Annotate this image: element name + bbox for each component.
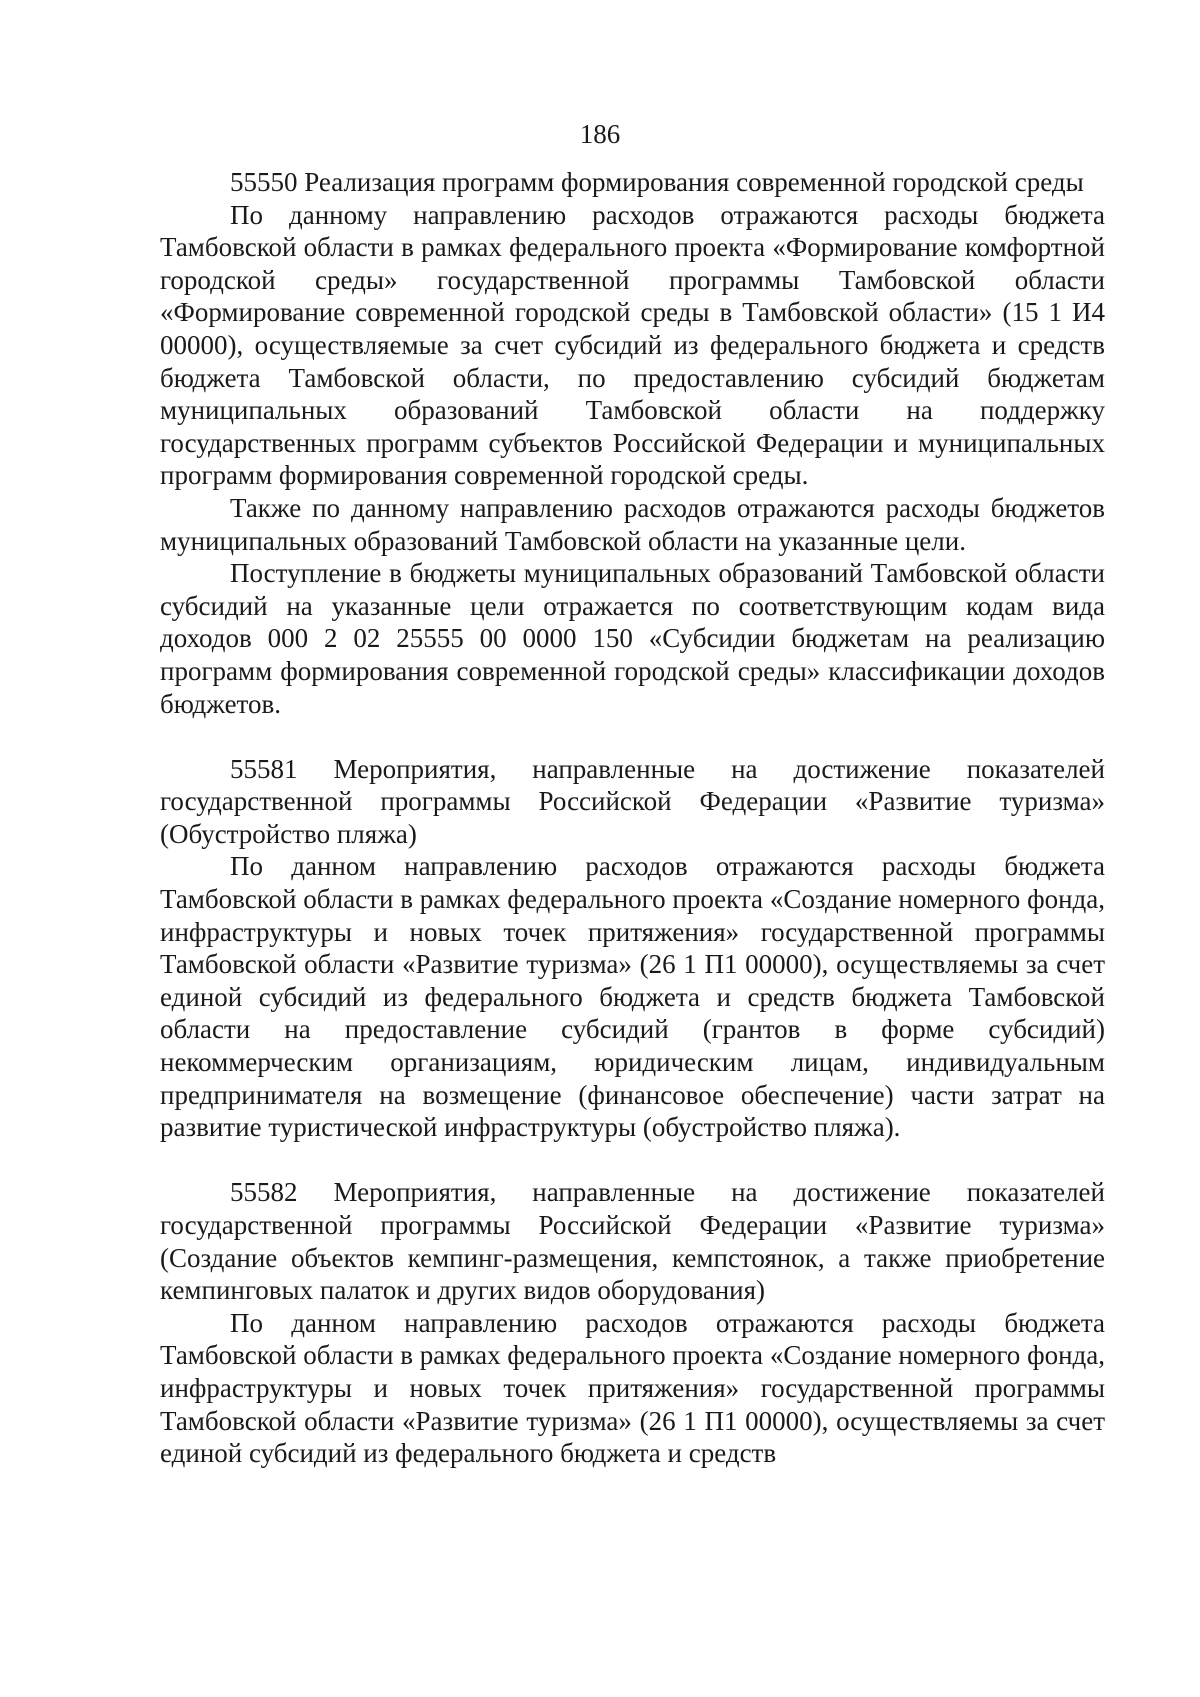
section-heading-55582: 55582 Мероприятия, направленные на достижение показателей государственной программы Российской Федерации «Развитие туризма» (Создание объектов кемпинг-размещения, кемпстоянок, а также приобретение кемпинговых палаток и других видов оборудования) (160, 1177, 1105, 1306)
paragraph: Также по данному направлению расходов отражаются расходы бюджетов муниципальных образований Тамбовской области на указанные цели. (160, 492, 1105, 556)
section-heading-55581: 55581 Мероприятия, направленные на достижение показателей государственной программы Российской Федерации «Развитие туризма» (Обустройство пляжа) (160, 753, 1105, 849)
paragraph: По данном направлению расходов отражаются расходы бюджета Тамбовской области в рамках федерального проекта «Создание номерного фонда, инфраструктуры и новых точек притяжения» государственной программы Тамбовской области «Развитие туризма» (26 1 П1 00000), осуществляемы за счет единой субсидий из федерального бюджета и средств (160, 1307, 1105, 1469)
section-heading-55550: 55550 Реализация программ формирования современной городской среды (230, 167, 1084, 197)
paragraph: По данному направлению расходов отражаются расходы бюджета Тамбовской области в рамках федерального проекта «Формирование комфортной городской среды» государственной программы Тамбовской области «Формирование современной городской среды в Тамбовской области» (15 1 И4 00000), осуществляемые за счет субсидий из федерального бюджета и средств бюджета Тамбовской области, по предоставлению субсидий бюджетам муниципальных образований Тамбовской области на поддержку государственных программ субъектов Российской Федерации и муниципальных программ формирования современной городской среды. (160, 199, 1105, 491)
document-body (160, 166, 1105, 1470)
section-spacer (160, 1144, 1105, 1177)
section-spacer (160, 720, 1105, 753)
paragraph: Поступление в бюджеты муниципальных образований Тамбовской области субсидий на указанные цели отражается по соответствующим кодам вида доходов 000 2 02 25555 00 0000 150 «Субсидии бюджетам на реализацию программ формирования современной городской среды» классификации доходов бюджетов. (160, 558, 1105, 719)
page-number: 186 (579, 119, 621, 149)
paragraph: По данном направлению расходов отражаются расходы бюджета Тамбовской области в рамках федерального проекта «Создание номерного фонда, инфраструктуры и новых точек притяжения» государственной программы Тамбовской области «Развитие туризма» (26 1 П1 00000), осуществляемы за счет единой субсидий из федерального бюджета и средств бюджета Тамбовской области на предоставление субсидий (грантов в форме субсидий) некоммерческим организациям, юридическим лицам, индивидуальным предпринимателя на возмещение (финансовое обеспечение) части затрат на развитие туристической инфраструктуры (обустройство пляжа). (160, 851, 1105, 1143)
